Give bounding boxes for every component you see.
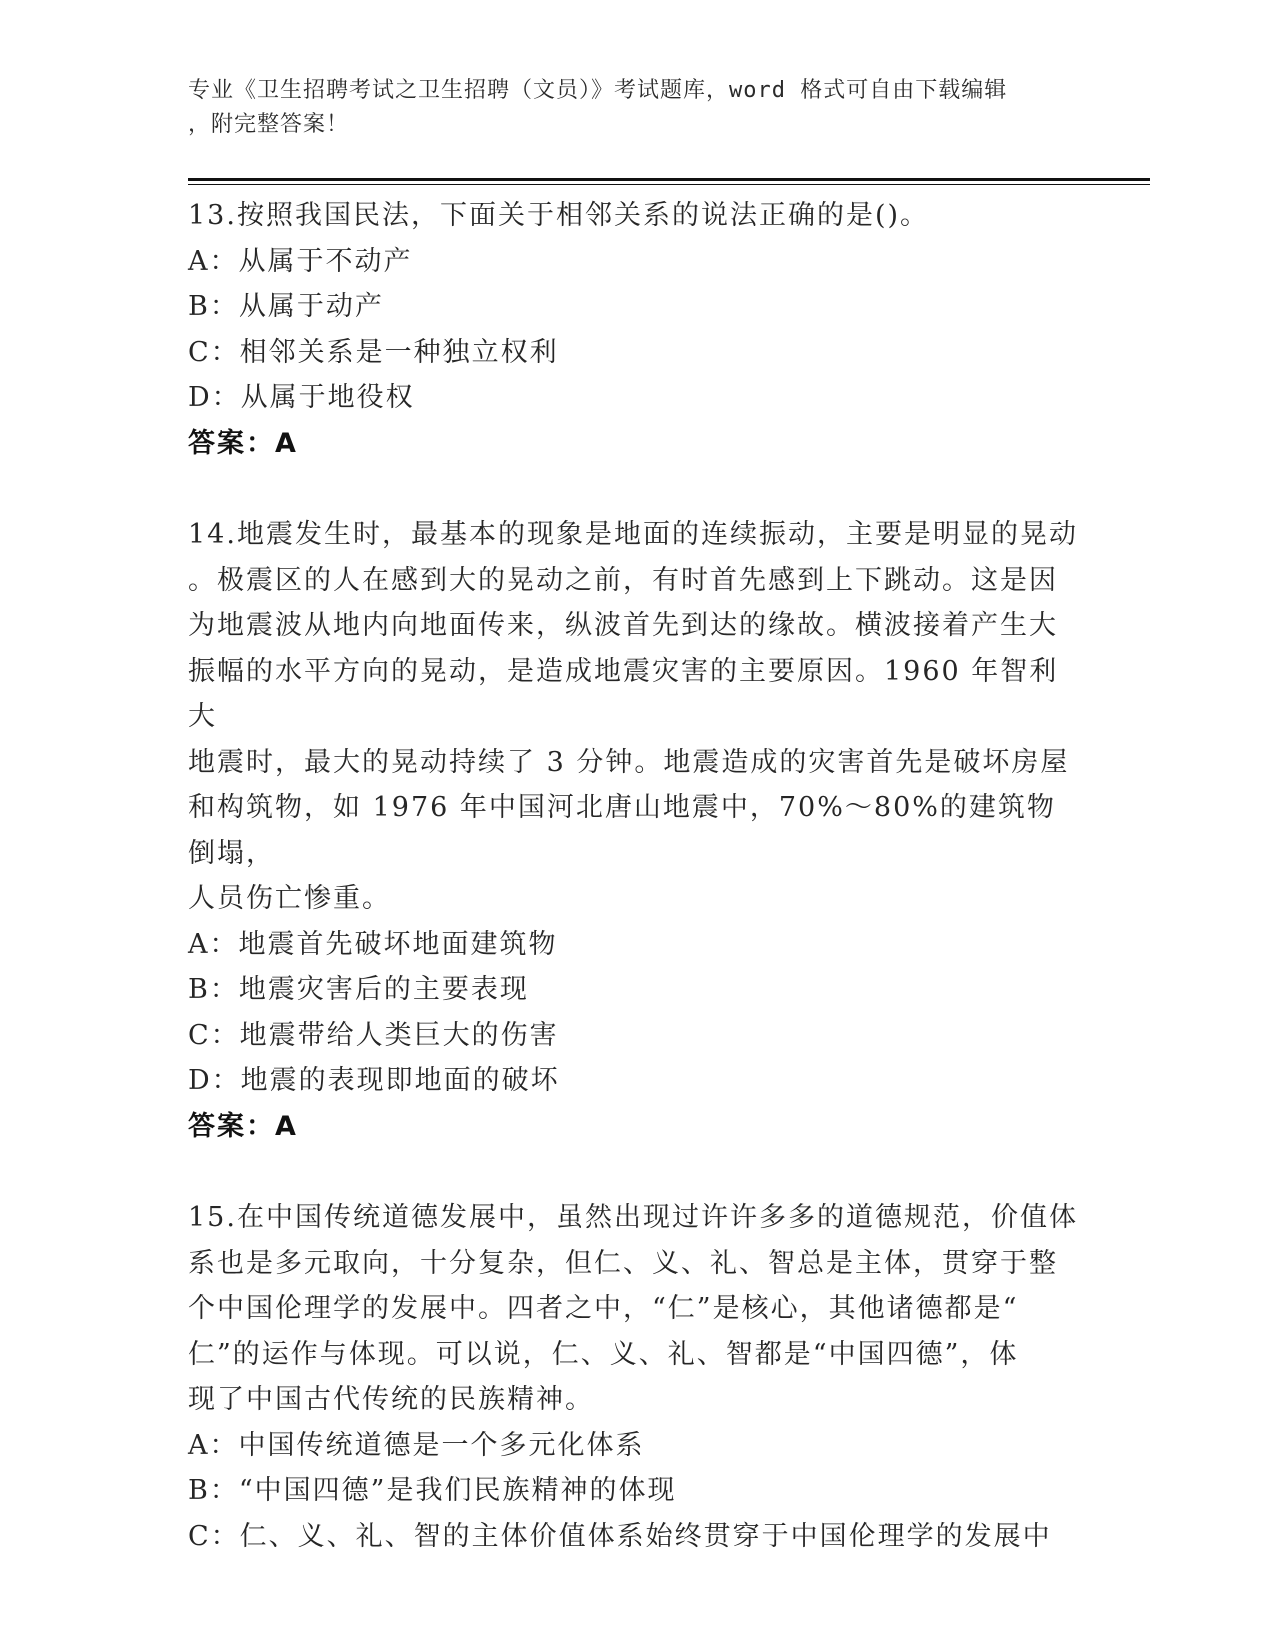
question-stem-line: 系也是多元取向，十分复杂，但仁、义、礼、智总是主体，贯穿于整 xyxy=(188,1247,1058,1279)
header-line-2: ，附完整答案！ xyxy=(188,112,350,137)
question-list xyxy=(188,193,1078,1559)
question-14 xyxy=(188,512,1078,1149)
question-stem-line: 15.在中国传统道德发展中，虽然出现过许许多多的道德规范，价值体 xyxy=(188,1202,1078,1233)
option-d: D：地震的表现即地面的破坏 xyxy=(188,1065,560,1096)
question-13 xyxy=(188,193,1078,466)
header-divider-thin xyxy=(188,184,1150,185)
option-a: A：从属于不动产 xyxy=(188,245,413,277)
option-b: B：地震灾害后的主要表现 xyxy=(188,974,529,1005)
answer-line: 答案：A xyxy=(188,427,298,459)
question-stem-line: 为地震波从地内向地面传来，纵波首先到达的缘故。横波接着产生大 xyxy=(188,610,1058,641)
question-stem-line: 现了中国古代传统的民族精神。 xyxy=(188,1384,594,1415)
question-stem-line: 。极震区的人在感到大的晃动之前，有时首先感到上下跳动。这是因 xyxy=(188,564,1058,596)
option-b: B：“中国四德”是我们民族精神的体现 xyxy=(188,1475,677,1506)
question-stem-line: 个中国伦理学的发展中。四者之中，“仁”是核心，其他诸德都是“ xyxy=(188,1293,1019,1324)
option-d: D：从属于地役权 xyxy=(188,382,415,413)
question-stem-line: 仁”的运作与体现。可以说，仁、义、礼、智都是“中国四德”，体 xyxy=(188,1338,1019,1370)
option-c: C：仁、义、礼、智的主体价值体系始终贯穿于中国伦理学的发展中 xyxy=(188,1520,1052,1552)
question-spacer xyxy=(188,1149,1078,1195)
document-header xyxy=(188,74,1068,142)
question-stem-line: 和构筑物，如 1976 年中国河北唐山地震中，70%～80%的建筑物倒塌， xyxy=(188,792,1056,869)
header-line-1: 专业《卫生招聘考试之卫生招聘（文员）》考试题库，word 格式可自由下载编辑 xyxy=(188,78,1008,103)
question-stem-line: 14.地震发生时，最基本的现象是地面的连续振动，主要是明显的晃动 xyxy=(188,519,1078,550)
question-stem-line: 地震时，最大的晃动持续了 3 分钟。地震造成的灾害首先是破坏房屋 xyxy=(188,746,1070,778)
question-stem-line: 人员伤亡惨重。 xyxy=(188,883,391,914)
option-c: C：相邻关系是一种独立权利 xyxy=(188,336,559,368)
option-a: A：中国传统道德是一个多元化体系 xyxy=(188,1429,645,1461)
question-spacer xyxy=(188,466,1078,512)
option-c: C：地震带给人类巨大的伤害 xyxy=(188,1019,559,1051)
question-15 xyxy=(188,1195,1078,1559)
option-b: B：从属于动产 xyxy=(188,291,384,322)
answer-line: 答案：A xyxy=(188,1110,298,1142)
option-a: A：地震首先破坏地面建筑物 xyxy=(188,928,558,960)
header-divider-thick xyxy=(188,178,1150,181)
question-stem-line: 振幅的水平方向的晃动，是造成地震灾害的主要原因。1960 年智利大 xyxy=(188,655,1059,732)
question-stem-line: 13.按照我国民法，下面关于相邻关系的说法正确的是()。 xyxy=(188,200,930,231)
